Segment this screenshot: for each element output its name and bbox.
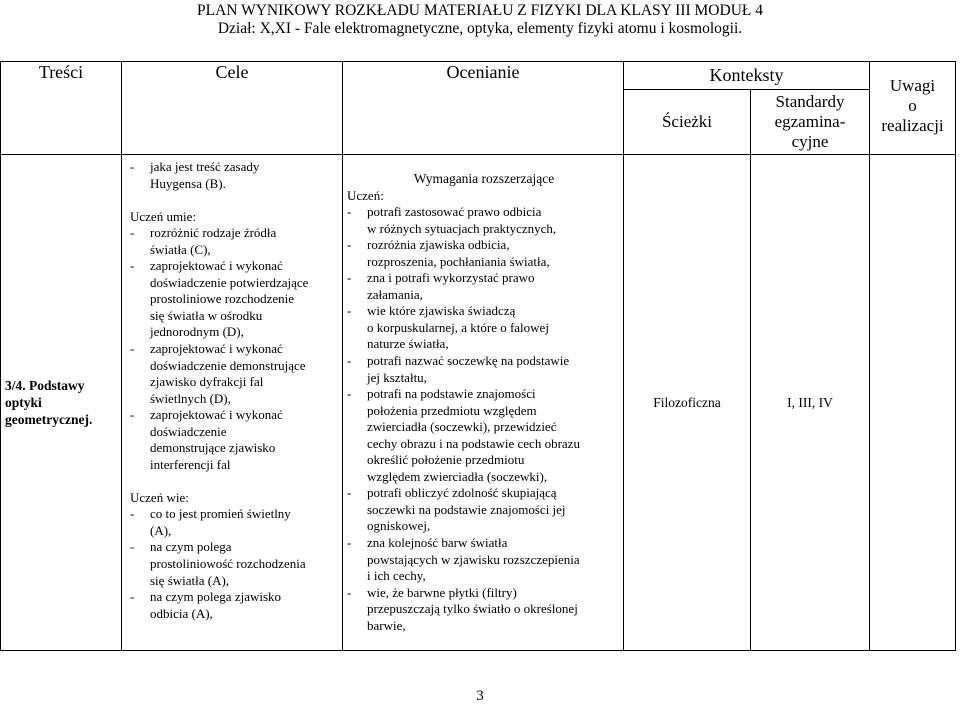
topic-line: geometrycznej. [5,412,93,427]
dash-bullet-icon: - [130,539,135,555]
list-item-line: zaprojektować i wykonać [150,258,283,274]
list-item [347,585,621,635]
list-item-line: zjawisko dyfrakcji fal [150,374,264,390]
list-item-line: doświadczenie potwierdzające [150,274,309,290]
dash-bullet-icon: - [130,589,135,605]
header-konteksty: Konteksty [624,62,870,90]
list-item [347,303,621,353]
dash-bullet-icon: - [347,237,352,253]
cele-list [130,159,340,622]
section-label: Uczeń: [347,187,384,203]
document-subtitle: Dział: X,XI - Fale elektromagnetyczne, optyka, elementy fizyki atomu i kosmologii. [217,20,743,37]
dash-bullet-icon: - [347,386,352,402]
list-item-line: barwie, [367,617,406,633]
list-item-line: i ich cechy, [367,568,426,584]
dash-bullet-icon: - [347,270,352,286]
list-item-line: doświadczenie [150,423,227,439]
list-item-text [367,270,621,303]
list-item-text [150,506,340,539]
list-item-line: wie które zjawiska świadczą [367,303,516,319]
list-item [347,237,621,270]
list-item-line: ogniskowej, [367,518,431,534]
list-item-line: rozróżnia zjawiska odbicia, [367,237,510,253]
header-ocenianie: Ocenianie [343,62,624,155]
list-item-text [150,407,340,473]
list-item [130,225,340,258]
list-item-line: wie, że barwne płytki (filtry) [367,584,517,600]
list-item-line: jej kształtu, [367,369,427,385]
dash-bullet-icon: - [347,303,352,319]
uwagi-cell [870,155,956,651]
header-uwagi-line: o [908,96,917,115]
list-item-line: (A), [150,522,172,538]
list-item-line: w różnych sytuacjach praktycznych, [367,220,557,236]
list-item-line: określić położenie przedmiotu [367,452,525,468]
spacer [130,473,340,490]
list-item-line: się światła (A), [150,572,230,588]
list-item-line: soczewki na podstawie znajomości jej [367,501,566,517]
list-item-line: położenia przedmiotu względem [367,402,537,418]
list-item-line: potrafi na podstawie znajomości [367,386,536,402]
list-item-line: na czym polega zjawisko [150,589,282,605]
header-uwagi-line: Uwagi [889,76,936,95]
list-item-line: demonstrujące zjawisko [150,440,276,456]
list-item [347,353,621,386]
list-item-text [367,585,621,635]
list-item-line: prostoliniowość rozchodzenia [150,556,306,572]
topic-line: 3/4. Podstawy [5,378,85,393]
document-title: PLAN WYNIKOWY ROZKŁADU MATERIAŁU Z FIZYKI DLA KLASY III MODUŁ 4 [197,2,763,19]
list-item-text [150,589,340,622]
list-item-line: zwierciadła (soczewki), przewidzieć [367,419,557,435]
list-item-text [150,539,340,589]
topic-cell [1,155,122,651]
header-uwagi [870,62,956,155]
header-tresci: Treści [1,62,122,155]
requirements-level-title: Wymagania rozszerzające [413,171,555,186]
list-item-line: jaka jest treść zasady [150,159,260,174]
list-item-line: względem zwierciadła (soczewki), [367,468,548,484]
list-item-line: zna kolejność barw światła [367,535,508,551]
dash-bullet-icon: - [130,159,135,174]
list-item [347,270,621,303]
list-item [130,407,340,473]
page-number: 3 [476,688,484,704]
list-item-line: zna i potrafi wykorzystać prawo [367,270,535,286]
list-item-line: potrafi zastosować prawo odbicia [367,204,542,220]
list-item [130,539,340,589]
list-item-text [367,353,621,386]
dash-bullet-icon: - [130,506,135,522]
dash-bullet-icon: - [130,340,135,356]
list-item-text [150,258,340,341]
list-item-line: naturze światła, [367,336,449,352]
list-item-line: się światła w ośrodku [150,307,263,323]
dash-bullet-icon: - [130,258,135,274]
list-item-line: potrafi obliczyć zdolność skupiającą [367,485,557,501]
list-item-line: o korpuskularnej, a które o falowej [367,319,549,335]
header-standardy [751,90,870,155]
list-item-text [150,159,340,192]
list-item-line: interferencji fal [150,456,231,472]
list-item-text [367,485,621,535]
header-standardy-line: cyjne [791,132,829,151]
list-item-line: załamania, [367,286,423,302]
list-item [347,485,621,535]
list-item [347,204,621,237]
list-item-line: świetlnych (D), [150,390,231,406]
list-item-line: powstających w zjawisku rozszczepienia [367,551,580,567]
list-item-line: cechy obrazu i na podstawie cech obrazu [367,435,580,451]
section-label: Uczeń umie: [130,208,197,224]
list-item-text [367,386,621,485]
list-item-text [367,303,621,353]
cele-cell [122,155,343,651]
list-item-text [367,204,621,237]
dash-bullet-icon: - [347,535,352,551]
list-item-line: prostoliniowe rozchodzenie [150,291,295,307]
ocenianie-list [347,188,621,635]
list-item-text [150,341,340,407]
sciezki-cell: Filozoficzna [624,155,751,651]
header-uwagi-line: realizacji [881,116,944,135]
list-item-line: zaprojektować i wykonać [150,407,283,423]
dash-bullet-icon: - [347,204,352,220]
list-item-line: potrafi nazwać soczewkę na podstawie [367,353,570,369]
dash-bullet-icon: - [347,584,352,600]
dash-bullet-icon: - [347,353,352,369]
dash-bullet-icon: - [347,485,352,501]
list-item-line: światła (C), [150,241,211,257]
list-item [130,159,340,192]
header-standardy-line: Standardy [775,92,845,111]
list-item [130,506,340,539]
list-item-text [367,535,621,585]
list-item-text [367,237,621,270]
list-item-line: rozróżnić rodzaje źródła [150,225,277,241]
list-item-line: odbicia (A), [150,605,213,621]
list-item-line: rozproszenia, pochłaniania światła, [367,253,550,269]
topic-line: optyki [5,395,42,410]
header-sciezki: Ścieżki [624,90,751,155]
standardy-cell: I, III, IV [751,155,870,651]
list-item [130,589,340,622]
dash-bullet-icon: - [130,407,135,423]
list-item-line: zaprojektować i wykonać [150,340,283,356]
list-item [347,386,621,485]
list-item [130,258,340,341]
ocenianie-cell [343,155,624,651]
list-item-line: doświadczenie demonstrujące [150,357,306,373]
list-item [347,535,621,585]
list-item [130,341,340,407]
list-item-line: co to jest promień świetlny [150,506,291,522]
list-item-line: Huygensa (B). [150,175,226,191]
plan-table [0,61,956,651]
list-item-line: jednorodnym (D), [150,324,244,340]
dash-bullet-icon: - [130,225,135,241]
section-label: Uczeń wie: [130,489,189,505]
list-item-line: przepuszczają tylko światło o określonej [367,601,578,617]
list-item-line: na czym polega [150,539,232,555]
spacer [130,192,340,209]
header-cele: Cele [122,62,343,155]
list-item-text [150,225,340,258]
header-standardy-line: egzamina- [774,112,846,131]
